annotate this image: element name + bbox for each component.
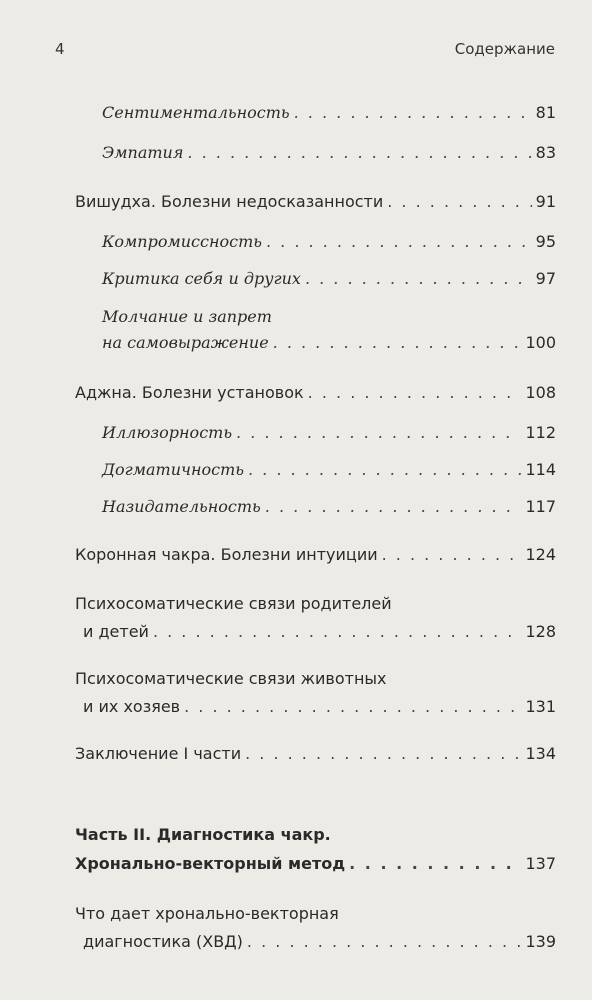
toc-entry-page: 95 [535,232,556,251]
toc-entry-title-line2: Хронально-векторный метод [75,854,346,873]
toc-entry[interactable] [102,232,556,251]
dot-leader [248,460,521,479]
toc-entry-title: Заключение I части [75,744,242,763]
toc-entry-page: 117 [525,497,556,516]
dot-leader [294,103,532,122]
dot-leader [184,697,521,716]
toc-entry[interactable] [75,669,556,716]
toc-entry-title-line2: диагностика (ХВД) [83,932,243,951]
toc-entry[interactable] [75,825,556,873]
toc-entry-page: 112 [525,423,556,442]
toc-entry-title: Назидательность [102,497,261,516]
toc-entry-title: Вишудха. Болезни недосказанности [75,192,384,211]
toc-entry-title: Коронная чакра. Болезни интуиции [75,545,378,564]
toc-entry-title: Критика себя и других [102,269,301,288]
toc-entry[interactable] [102,460,556,479]
toc-entry-page: 131 [525,697,556,716]
toc-entry-title: Догматичность [102,460,244,479]
toc-entry-title: Компромиссность [102,232,262,251]
toc-entry-title-line2: и детей [83,622,149,641]
toc-entry-title-line1: Часть II. Диагностика чакр. [75,825,331,844]
toc-entry-title-line1: Что дает хронально-векторная [75,904,339,923]
toc-entry-title: Сентиментальность [102,103,290,122]
toc-entry[interactable] [75,545,556,564]
toc-entry[interactable] [102,307,556,352]
dot-leader [153,622,522,641]
dot-leader [273,333,522,352]
toc-entry-page: 128 [525,622,556,641]
toc-entry-page: 137 [525,854,556,873]
toc-entry[interactable] [75,904,556,951]
toc-entry-title: Аджна. Болезни установок [75,383,304,402]
toc-entry-title: Эмпатия [102,143,184,162]
toc-entry-title-line1: Психосоматические связи родителей [75,594,392,613]
toc-entry[interactable] [75,192,556,211]
toc-entry-page: 114 [525,460,556,479]
toc-entry[interactable] [102,497,556,516]
toc-entry[interactable] [102,143,556,162]
page-number: 4 [55,40,65,58]
dot-leader [187,143,531,162]
toc-entry-title-line2: на самовыражение [102,333,269,352]
dot-leader [382,545,522,564]
dot-leader [305,269,532,288]
dot-leader [236,423,521,442]
toc-entry-title-line1: Психосоматические связи животных [75,669,387,688]
toc-entry[interactable] [102,103,556,122]
toc-entry[interactable] [102,269,556,288]
toc-entry-title: Иллюзорность [102,423,233,442]
toc-entry-page: 124 [525,545,556,564]
toc-entry[interactable] [75,383,556,402]
dot-leader [247,932,522,951]
toc-entry-page: 81 [535,103,556,122]
dot-leader [265,497,522,516]
toc-entry[interactable] [75,594,556,641]
toc-entry-page: 134 [525,744,556,763]
dot-leader [266,232,532,251]
toc-entry-title-line2: и их хозяев [83,697,181,716]
toc-entry-page: 91 [535,192,556,211]
toc-entry[interactable] [75,744,556,763]
dot-leader [245,744,521,763]
toc-entry-page: 97 [535,269,556,288]
dot-leader [349,854,521,873]
dot-leader [308,383,522,402]
toc-entry-page: 83 [535,143,556,162]
toc-entry-title-line1: Молчание и запрет [102,307,272,326]
toc-entry-page: 100 [525,333,556,352]
running-title: Содержание [454,40,555,58]
toc-entry[interactable] [102,423,556,442]
dot-leader [387,192,531,211]
toc-entry-page: 108 [525,383,556,402]
toc-entry-page: 139 [525,932,556,951]
